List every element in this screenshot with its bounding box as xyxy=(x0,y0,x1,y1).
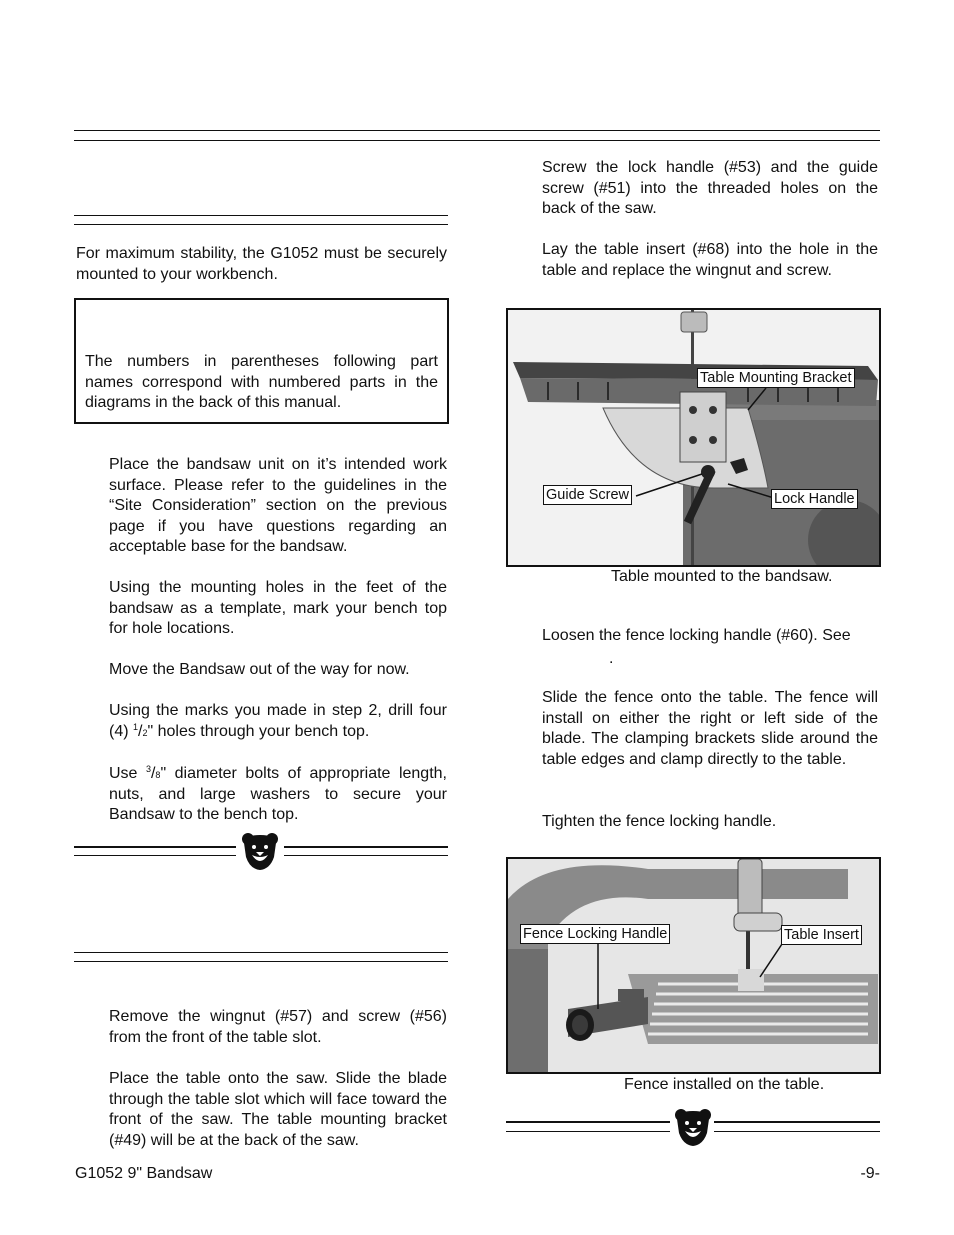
section-rule-mounting-top xyxy=(74,215,448,216)
callout-table-mounting-bracket: Table Mounting Bracket xyxy=(697,368,855,388)
figure-fence-installed-caption: Fence installed on the table. xyxy=(624,1076,825,1093)
step-drill-text-a: Using the marks you made in step 2, drill four (4) xyxy=(109,702,447,740)
divider-left-b1 xyxy=(284,846,448,848)
bear-head-icon xyxy=(673,1107,713,1147)
bear-head-icon xyxy=(240,831,280,871)
section-rule-mounting-bottom xyxy=(74,224,448,225)
divider-right-a1 xyxy=(506,1121,670,1123)
divider-right-a2 xyxy=(506,1131,670,1132)
step-tighten-fence: Tighten the fence locking handle. xyxy=(542,813,777,830)
note-text: The numbers in parentheses following part names correspond with numbered parts in the diagrams in the back of this manual. xyxy=(85,353,438,412)
step-bolt-text-a: Use xyxy=(109,765,146,782)
divider-left-a2 xyxy=(74,855,236,856)
step-place-table: Place the table onto the saw. Slide the blade through the table slot which will face toward the front of the saw. The table mounting bracket (#49) will be at the back of the saw. xyxy=(109,1070,447,1149)
callout-fence-locking-handle: Fence Locking Handle xyxy=(520,924,670,944)
step-slide-fence: Slide the fence onto the table. The fence will install on either the right or left side of the blade. The clamping brackets slide around the table edges and clamp directly to the table. xyxy=(542,689,878,768)
callout-lock-handle: Lock Handle xyxy=(771,489,858,509)
mounting-intro: For maximum stability, the G1052 must be securely mounted to your workbench. xyxy=(76,245,447,283)
step-lock-handle: Screw the lock handle (#53) and the guide screw (#51) into the threaded holes on the back of the saw. xyxy=(542,159,878,218)
figure-fence-installed xyxy=(506,857,881,1074)
footer-model: G1052 9" Bandsaw xyxy=(75,1165,213,1182)
step-bolt-text-b: " diameter bolts of appropriate length, nuts, and large washers to secure your Bandsaw to the bench top. xyxy=(109,765,447,824)
figure-table-mounted xyxy=(506,308,881,567)
figure-table-mounted-caption: Table mounted to the bandsaw. xyxy=(611,568,833,585)
note-box xyxy=(74,298,449,424)
step-drill-text-b: " holes through your bench top. xyxy=(147,722,370,740)
section-rule-table-top xyxy=(74,952,448,953)
step-place-bandsaw: Place the bandsaw unit on it’s intended work surface. Please refer to the guidelines in the “Site Consideration” section on the previous page if you have questions regarding an acceptable base for the bandsaw. xyxy=(109,456,447,556)
divider-left-a1 xyxy=(74,846,236,848)
header-rule-bottom xyxy=(74,140,880,141)
figure-table-mounted-image xyxy=(508,310,879,565)
footer-page-number: -9- xyxy=(860,1165,880,1182)
step-remove-wingnut: Remove the wingnut (#57) and screw (#56) from the front of the table slot. xyxy=(109,1008,447,1046)
fraction-three-eighths-num: 3 xyxy=(145,764,151,774)
divider-right-b1 xyxy=(714,1121,880,1123)
header-rule-top xyxy=(74,130,880,131)
step-loosen-fence-ref: . xyxy=(609,650,614,667)
step-drill-holes: Using the marks you made in step 2, drill four (4) $^1$/2" holes through your bench top. xyxy=(109,702,447,740)
step-table-insert: Lay the table insert (#68) into the hole in the table and replace the wingnut and screw. xyxy=(542,241,878,279)
callout-table-insert: Table Insert xyxy=(781,925,862,945)
divider-right-b2 xyxy=(714,1131,880,1132)
figure-fence-installed-image xyxy=(508,859,879,1072)
step-mark-holes: Using the mounting holes in the feet of the bandsaw as a template, mark your bench top for hole locations. xyxy=(109,579,447,638)
fraction-three-eighths-den: 8 xyxy=(155,770,161,780)
step-loosen-fence: Loosen the fence locking handle (#60). See xyxy=(542,627,851,644)
fraction-half-num: 1 xyxy=(133,721,139,732)
step-bolt-down: Use $^3$/8" diameter bolts of appropriate length, nuts, and large washers to secure your Bandsaw to the bench top. xyxy=(109,764,447,824)
step-move-bandsaw: Move the Bandsaw out of the way for now. xyxy=(109,661,410,678)
callout-guide-screw: Guide Screw xyxy=(543,485,632,505)
section-rule-table-bottom xyxy=(74,961,448,962)
divider-left-b2 xyxy=(284,855,448,856)
fraction-half-den: 2 xyxy=(142,727,148,738)
